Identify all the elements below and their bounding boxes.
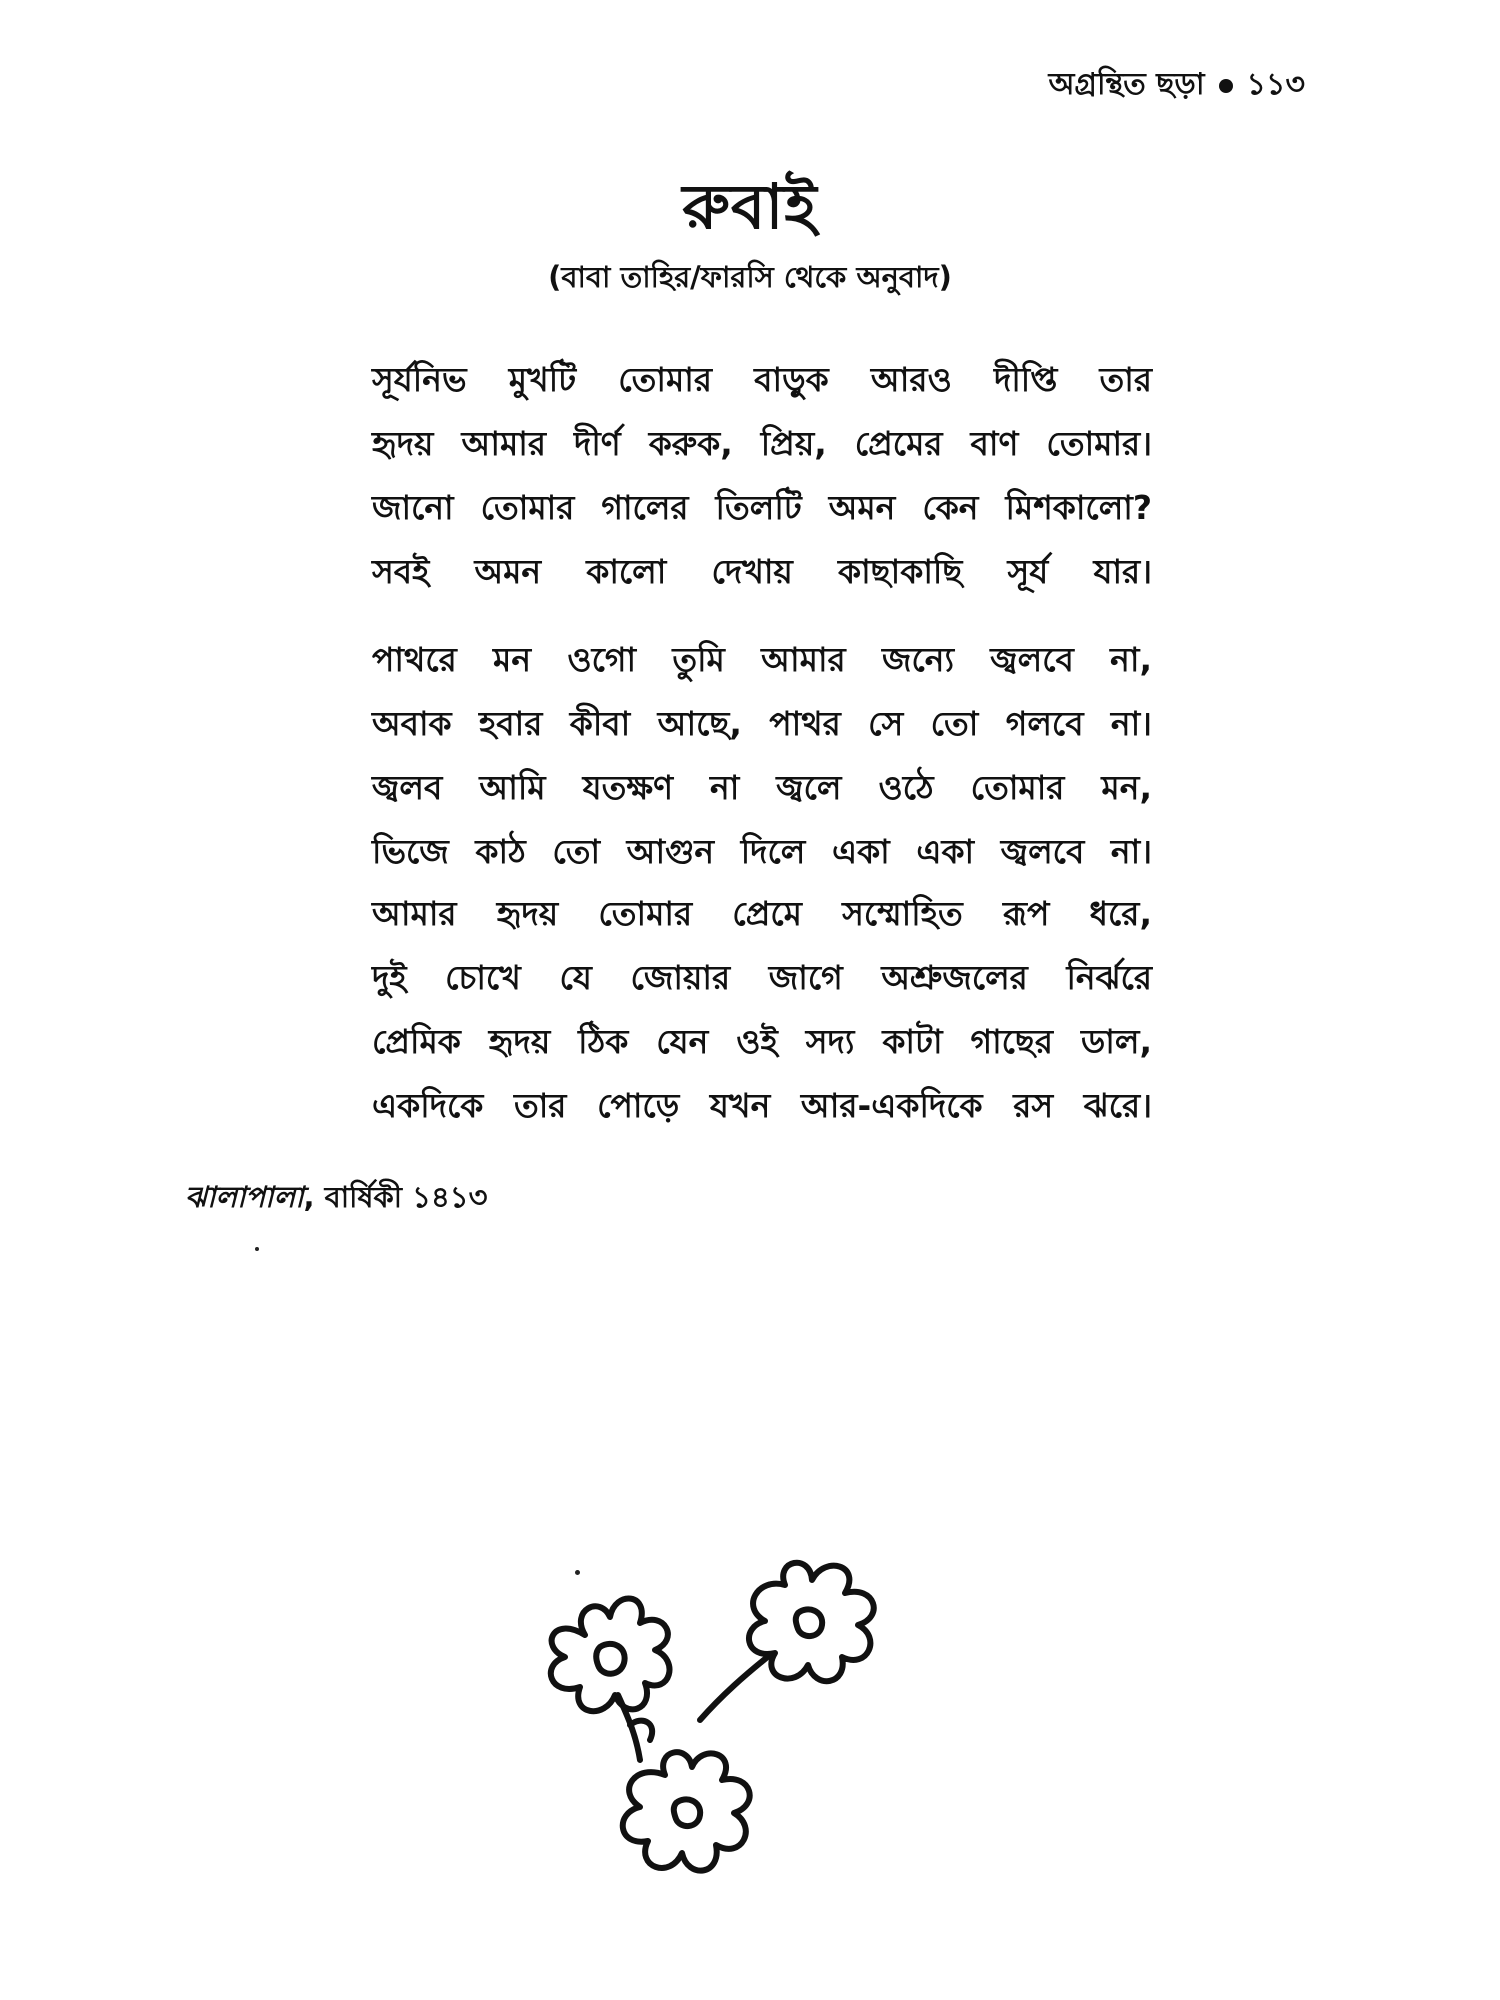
page-number: ১১৩: [1246, 67, 1305, 102]
running-head: [1049, 60, 1305, 111]
poem-line: দুই চোখে যে জোয়ার জাগে অশ্রুজলের নির্ঝরে: [372, 958, 1152, 997]
flower-bottom-center: [674, 1799, 700, 1826]
stanza-2: [372, 628, 1152, 884]
poem-subtitle: (বাবা তাহির/ফারসি থেকে অনুবাদ): [548, 260, 952, 294]
poem-line: হৃদয় আমার দীর্ণ করুক, প্রিয়, প্রেমের বাণ তোমার।: [372, 424, 1152, 463]
scan-speck: [255, 1247, 259, 1251]
flower-right-petals: [749, 1563, 874, 1681]
poem-line: সূর্যনিভ মুখটি তোমার বাড়ুক আরও দীপ্তি তার: [372, 360, 1152, 399]
bullet-dot-icon: [1219, 79, 1233, 93]
poem-line: সবই অমন কালো দেখায় কাছাকাছি সূর্য যার।: [372, 552, 1152, 591]
poem-line: জ্বলব আমি যতক্ষণ না জ্বলে ওঠে তোমার মন,: [372, 768, 1152, 807]
poem-line: জানো তোমার গালের তিলটি অমন কেন মিশকালো?: [372, 488, 1152, 527]
flowers-doodle-icon: [490, 1555, 950, 1945]
source-note: [185, 1175, 487, 1224]
source-publication: ঝালাপালা: [185, 1180, 304, 1214]
poem-line: আমার হৃদয় তোমার প্রেমে সম্মোহিত রূপ ধরে,: [372, 894, 1152, 933]
poem-line: অবাক হবার কীবা আছে, পাথর সে তো গলবে না।: [372, 704, 1152, 743]
stanza-1: [372, 348, 1152, 604]
flower-left-petals: [551, 1598, 670, 1711]
flower-left-center: [596, 1644, 624, 1674]
section-title: অগ্রন্থিত ছড়া: [1048, 67, 1205, 102]
flower-right-center: [796, 1609, 822, 1636]
stanza-3: [372, 882, 1152, 1138]
flower-right-stem: [700, 1655, 770, 1720]
poem-line: প্রেমিক হৃদয় ঠিক যেন ওই সদ্য কাটা গাছের ডাল,: [372, 1022, 1152, 1061]
flower-bottom-petals: [623, 1752, 750, 1870]
poem-line: একদিকে তার পোড়ে যখন আর-একদিকে রস ঝরে।: [372, 1086, 1152, 1125]
poem-line: ভিজে কাঠ তো আগুন দিলে একা একা জ্বলবে না।: [372, 832, 1152, 871]
poem-title: রুবাই: [682, 170, 818, 243]
source-edition: , বার্ষিকী ১৪১৩: [303, 1180, 488, 1214]
poem-line: পাথরে মন ওগো তুমি আমার জন্যে জ্বলবে না,: [372, 640, 1152, 679]
